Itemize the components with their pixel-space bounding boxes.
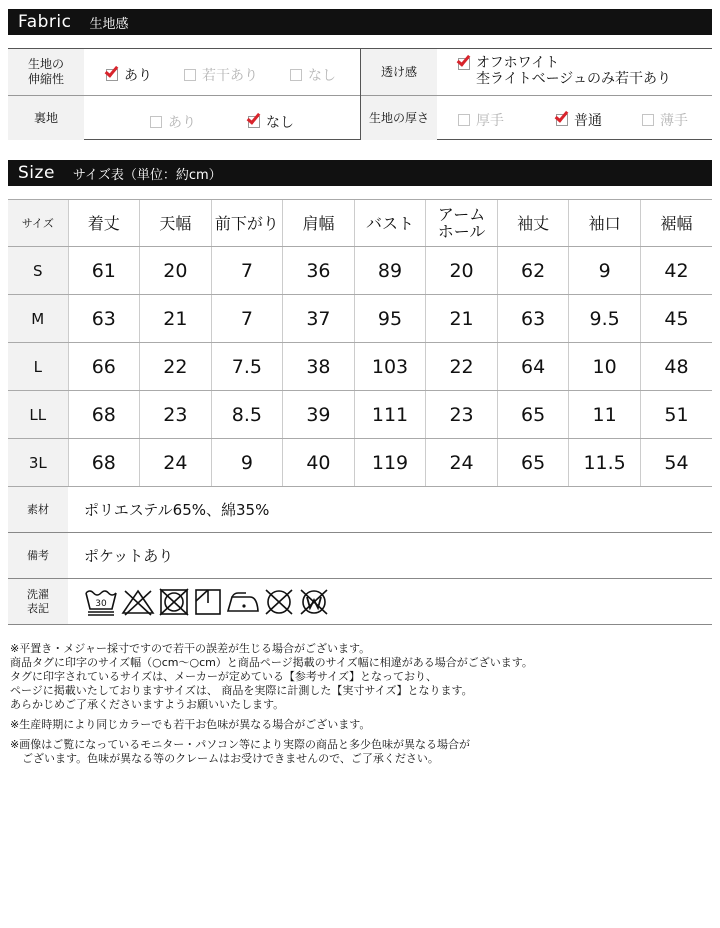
size-cell: 8.5	[211, 391, 283, 439]
lining-label: 裏地	[8, 96, 84, 140]
size-cell: 7	[211, 247, 283, 295]
thickness-label: 生地の厚さ	[361, 96, 437, 140]
size-cell: 10	[569, 343, 641, 391]
size-cell: 63	[68, 295, 140, 343]
size-cell: 38	[283, 343, 355, 391]
size-section-header	[8, 160, 712, 186]
size-cell: 21	[426, 295, 498, 343]
size-cell: 7.5	[211, 343, 283, 391]
size-cell: 65	[497, 439, 569, 487]
size-cell: 40	[283, 439, 355, 487]
checkbox-empty-icon	[184, 69, 196, 81]
stretch-option-yes: あり	[106, 65, 152, 85]
care-label: 洗濯 表記	[8, 579, 68, 624]
size-cell: 103	[354, 343, 426, 391]
material-label: 素材	[8, 487, 68, 532]
sheer-option: オフホワイト 杢ライトベージュのみ若干あり	[458, 55, 671, 87]
lining-option-yes: あり	[150, 112, 196, 132]
size-cell: 54	[640, 439, 712, 487]
note-line: タグに印字されているサイズは、メーカーが定めている【参考サイズ】となっており、	[10, 670, 438, 683]
stretch-option-slight: 若干あり	[184, 65, 258, 85]
thickness-option-thick: 厚手	[458, 110, 504, 130]
material-row	[8, 487, 712, 533]
column-header: 裾幅	[640, 200, 712, 247]
size-label: S	[8, 247, 68, 295]
size-cell: 39	[283, 391, 355, 439]
size-cell: 21	[140, 295, 212, 343]
size-cell: 22	[140, 343, 212, 391]
no-wet-clean-icon	[298, 587, 330, 617]
thickness-option-thin: 薄手	[642, 110, 688, 130]
size-cell: 62	[497, 247, 569, 295]
checkbox-empty-icon	[642, 114, 654, 126]
checkbox-empty-icon	[150, 116, 162, 128]
line-dry-shade-icon	[193, 587, 223, 617]
size-cell: 36	[283, 247, 355, 295]
checkbox-checked-icon	[458, 58, 470, 70]
fabric-title-en: Fabric	[18, 12, 72, 32]
size-row-ll	[8, 391, 712, 439]
checkbox-checked-icon	[106, 69, 118, 81]
note-line: 商品タグに印字のサイズ幅（○cm～○cm）と商品ページ掲載のサイズ幅に相違がある場合がございます。	[10, 656, 533, 669]
no-bleach-icon	[121, 587, 155, 617]
size-label: LL	[8, 391, 68, 439]
column-header: 肩幅	[283, 200, 355, 247]
column-header: 天幅	[140, 200, 212, 247]
column-header: 袖口	[569, 200, 641, 247]
size-cell: 89	[354, 247, 426, 295]
stretch-option-none: なし	[290, 65, 336, 85]
remarks-value: ポケットあり	[84, 547, 174, 565]
size-cell: 37	[283, 295, 355, 343]
wash-30-gentle-icon	[84, 587, 118, 617]
size-row-3l	[8, 439, 712, 487]
size-cell: 68	[68, 391, 140, 439]
size-cell: 45	[640, 295, 712, 343]
note-line: ページに掲載いたしておりますサイズは、 商品を実際に計測した【実寸サイズ】となります。	[10, 684, 473, 697]
sheer-label: 透け感	[361, 49, 437, 95]
size-cell: 9	[211, 439, 283, 487]
size-table-header-row	[8, 200, 712, 247]
remarks-row	[8, 533, 712, 579]
size-cell: 66	[68, 343, 140, 391]
no-dry-clean-icon	[263, 587, 295, 617]
fabric-section-header	[8, 9, 712, 35]
svg-text:30: 30	[95, 599, 107, 609]
thickness-option-normal: 普通	[556, 110, 602, 130]
column-header-armhole: アーム ホール	[426, 200, 498, 247]
size-cell: 119	[354, 439, 426, 487]
size-cell: 42	[640, 247, 712, 295]
size-cell: 22	[426, 343, 498, 391]
size-cell: 111	[354, 391, 426, 439]
iron-low-icon	[226, 587, 260, 617]
size-cell: 9.5	[569, 295, 641, 343]
lining-option-no: なし	[248, 112, 294, 132]
size-cell: 48	[640, 343, 712, 391]
size-cell: 7	[211, 295, 283, 343]
size-cell: 68	[68, 439, 140, 487]
note-line: ※画像はご覧になっているモニター・パソコン等により実際の商品と多少色味が異なる場合が	[10, 738, 470, 751]
column-header: 着丈	[68, 200, 140, 247]
checkbox-empty-icon	[290, 69, 302, 81]
size-label: 3L	[8, 439, 68, 487]
size-row-s	[8, 247, 712, 295]
size-cell: 9	[569, 247, 641, 295]
note-line: ございます。色味が異なる等のクレームはお受けできませんので、ご了承ください。	[22, 752, 439, 765]
column-header: バスト	[354, 200, 426, 247]
size-cell: 65	[497, 391, 569, 439]
size-title-en: Size	[18, 163, 55, 183]
size-cell: 11	[569, 391, 641, 439]
notes	[10, 642, 710, 766]
size-corner-label: サイズ	[8, 200, 68, 247]
column-header: 前下がり	[211, 200, 283, 247]
size-cell: 95	[354, 295, 426, 343]
size-title-jp: サイズ表（単位：約cm）	[72, 167, 222, 183]
note-line: あらかじめご了承くださいますようお願いいたします。	[10, 698, 285, 711]
checkbox-empty-icon	[458, 114, 470, 126]
fabric-table	[8, 48, 712, 140]
size-cell: 20	[426, 247, 498, 295]
size-cell: 23	[140, 391, 212, 439]
size-cell: 24	[140, 439, 212, 487]
size-label: L	[8, 343, 68, 391]
care-row	[8, 579, 712, 625]
size-cell: 23	[426, 391, 498, 439]
care-icons	[84, 587, 333, 617]
remarks-label: 備考	[8, 533, 68, 578]
note-line: ※生産時期により同じカラーでも若干お色味が異なる場合がございます。	[10, 718, 371, 731]
checkbox-checked-icon	[556, 114, 568, 126]
stretch-label: 生地の 伸縮性	[8, 49, 84, 95]
size-cell: 64	[497, 343, 569, 391]
column-header: 袖丈	[497, 200, 569, 247]
size-cell: 11.5	[569, 439, 641, 487]
size-cell: 51	[640, 391, 712, 439]
size-cell: 63	[497, 295, 569, 343]
size-cell: 24	[426, 439, 498, 487]
size-row-m	[8, 295, 712, 343]
fabric-title-jp: 生地感	[89, 16, 129, 32]
checkbox-checked-icon	[248, 116, 260, 128]
no-tumble-dry-icon	[158, 587, 190, 617]
size-cell: 20	[140, 247, 212, 295]
size-label: M	[8, 295, 68, 343]
note-line: ※平置き・メジャー採寸ですので若干の誤差が生じる場合がございます。	[10, 642, 371, 655]
size-cell: 61	[68, 247, 140, 295]
size-row-l	[8, 343, 712, 391]
size-table	[8, 199, 712, 487]
material-value: ポリエステル65%、綿35%	[84, 501, 270, 519]
